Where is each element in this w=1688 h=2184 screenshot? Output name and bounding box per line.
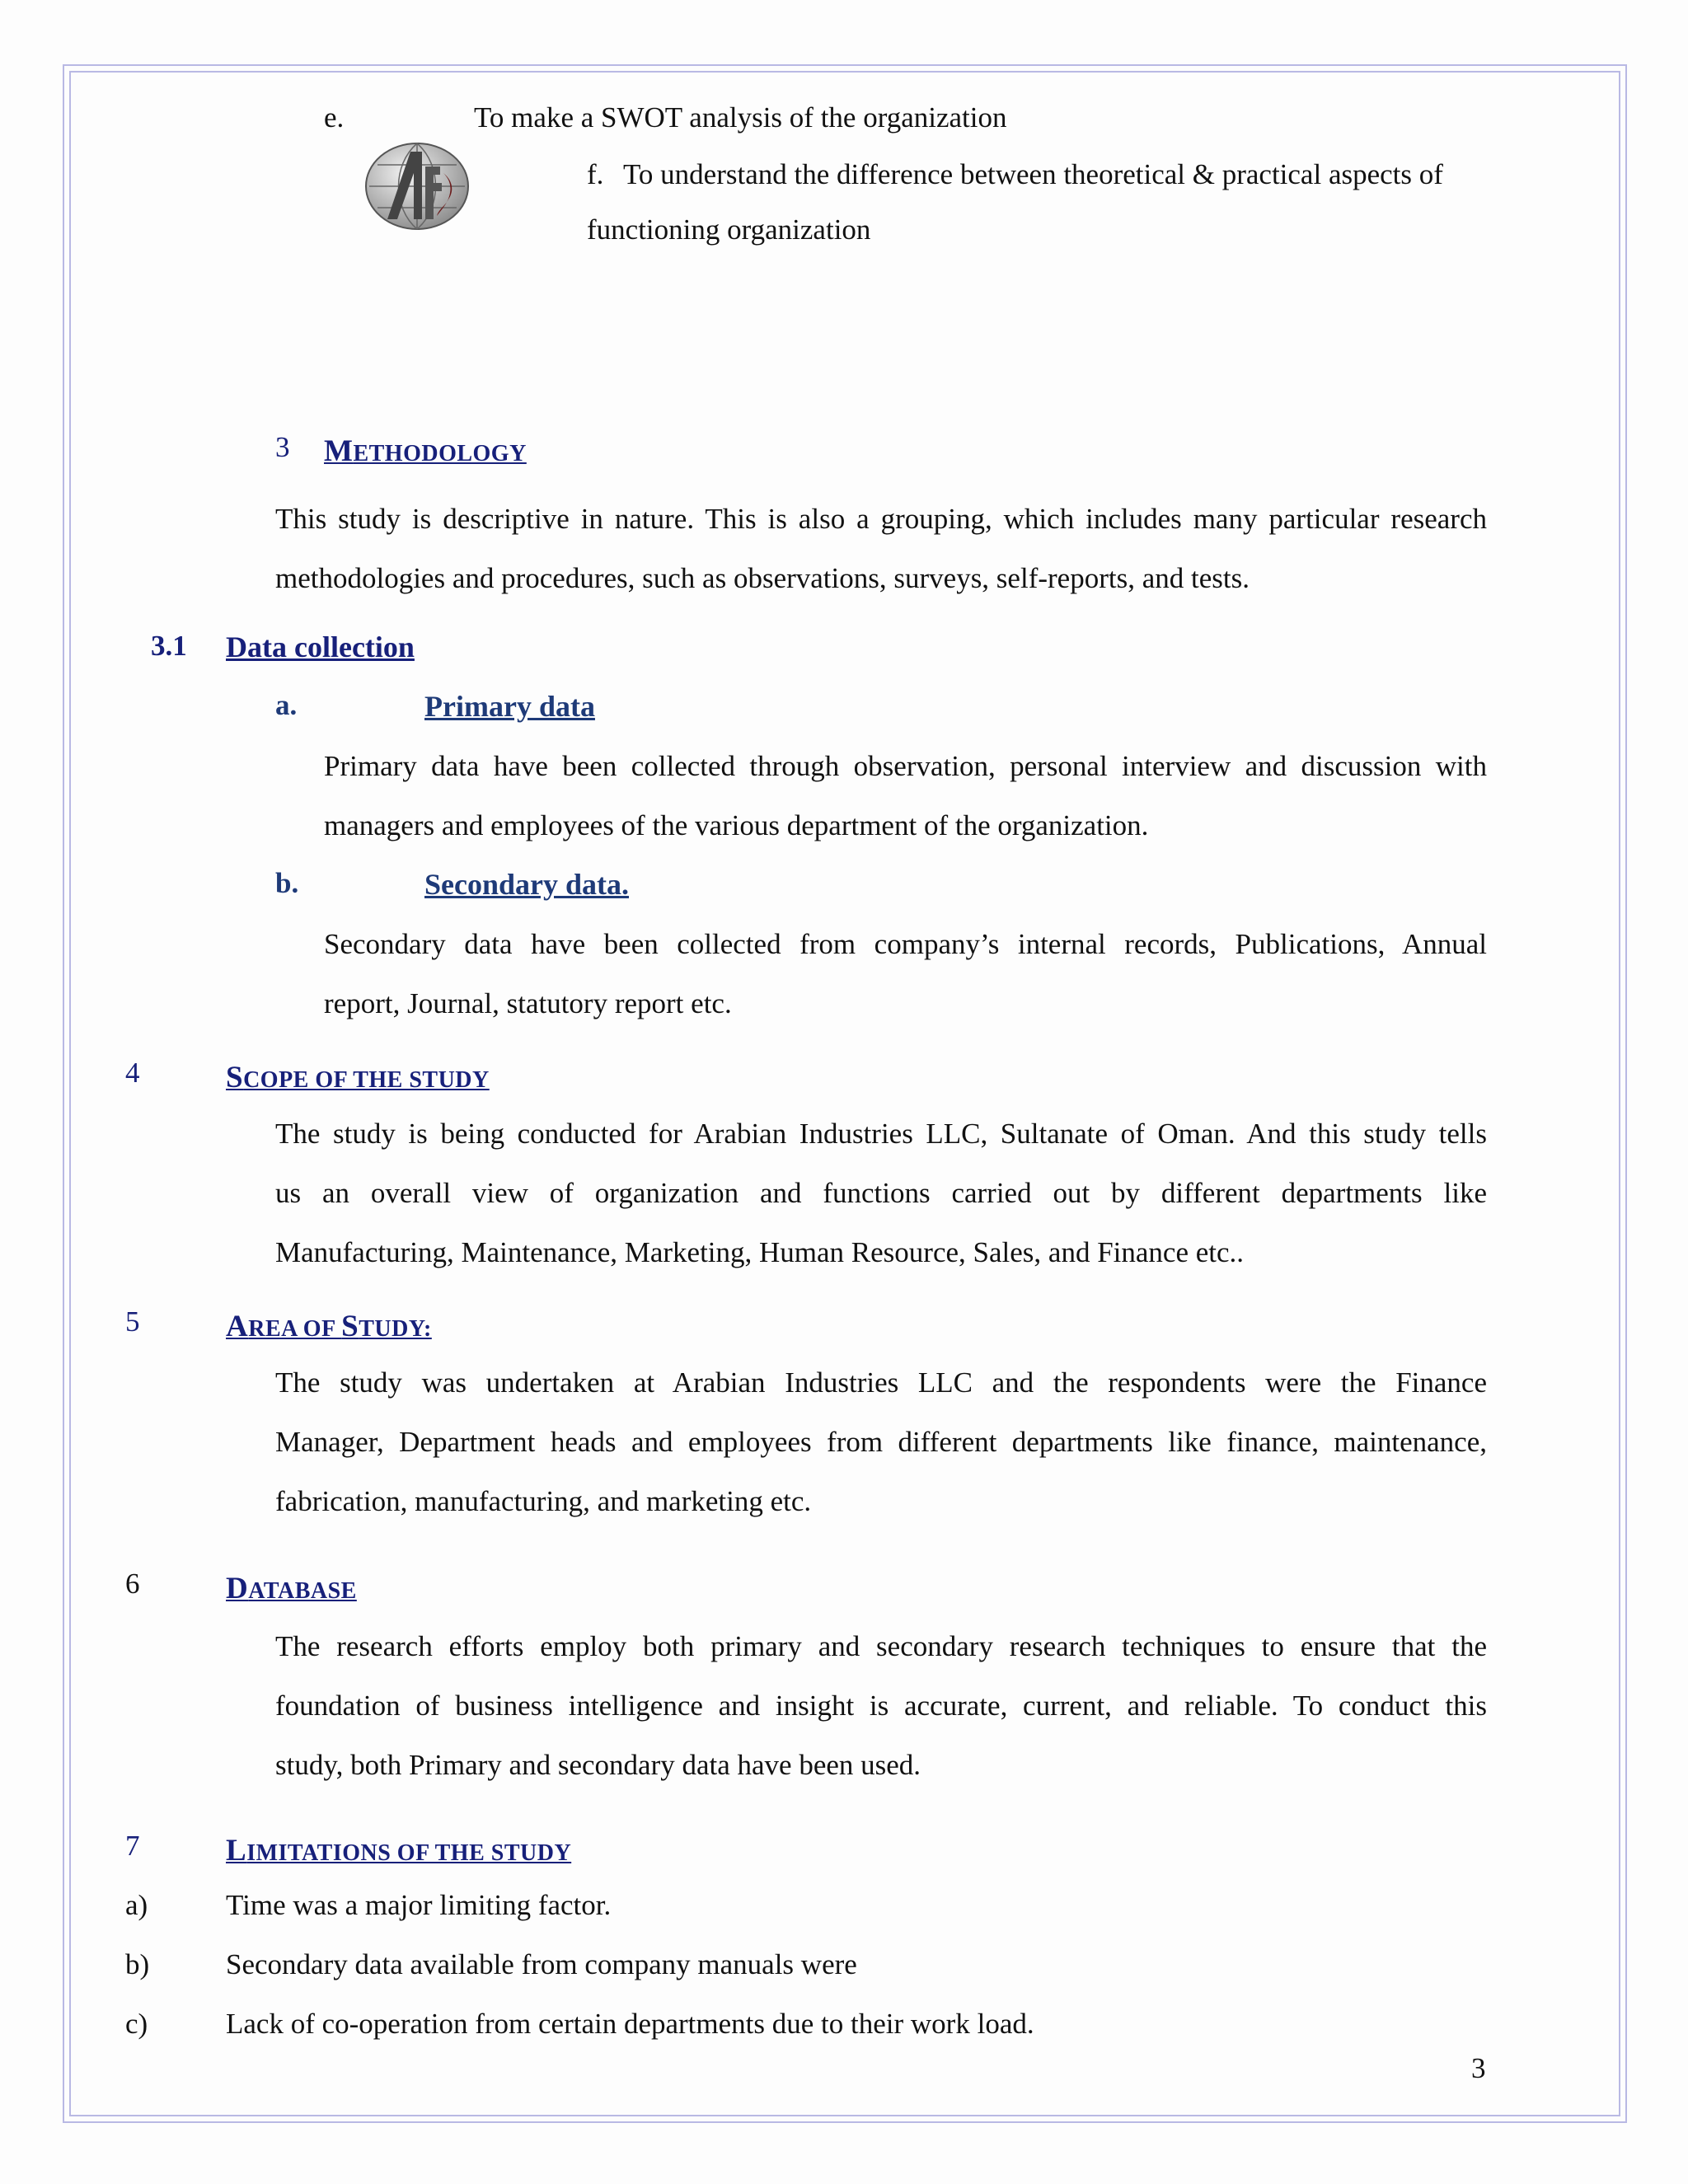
secondary-data-label: b. — [275, 867, 299, 899]
limitation-c-text: Lack of co-operation from certain departments due to their work load. — [226, 2008, 1034, 2040]
methodology-line-2: methodologies and procedures, such as observations, surveys, self-reports, and tests. — [275, 562, 1250, 594]
limitation-b-label: b) — [125, 1948, 150, 1980]
limitation-b-text: Secondary data available from company manuals were — [226, 1948, 857, 1980]
limitation-a-text: Time was a major limiting factor. — [226, 1889, 612, 1921]
objective-e-label: e. — [324, 101, 345, 134]
section-number-database: 6 — [125, 1568, 140, 1600]
area-line-3: fabrication, manufacturing, and marketing etc. — [275, 1485, 812, 1517]
heading-database: DATABASE — [226, 1572, 357, 1605]
primary-data-line-1: Primary data have been collected through observation, personal interview and discussion with — [324, 750, 1487, 782]
scope-line-1: The study is being conducted for Arabian Industries LLC, Sultanate of Oman. And this study tells — [275, 1118, 1487, 1150]
heading-primary-data: Primary data — [424, 690, 595, 723]
section-number-limitations: 7 — [125, 1830, 140, 1862]
heading-secondary-data: Secondary data. — [424, 868, 630, 901]
section-number-area: 5 — [125, 1305, 140, 1338]
heading-scope: SCOPE OF THE STUDY — [226, 1061, 490, 1094]
section-number-methodology: 3 — [275, 431, 290, 463]
heading-data-collection: Data collection — [226, 630, 415, 663]
primary-data-label: a. — [275, 689, 298, 721]
page-number: 3 — [1471, 2052, 1486, 2084]
objective-f-line2: functioning organization — [587, 213, 871, 246]
objective-f-line1: To understand the difference between theoretical & practical aspects of — [623, 158, 1443, 190]
secondary-data-line-2: report, Journal, statutory report etc. — [324, 987, 732, 1019]
secondary-data-line-1: Secondary data have been collected from company’s internal records, Publications, Annual — [324, 928, 1487, 960]
database-line-1: The research efforts employ both primary and secondary research techniques to ensure that the — [275, 1630, 1487, 1662]
heading-area: AREA OF STUDY: — [226, 1310, 432, 1343]
limitation-a-label: a) — [125, 1889, 148, 1921]
section-number-data-collection: 3.1 — [151, 630, 187, 662]
area-line-1: The study was undertaken at Arabian Industries LLC and the respondents were the Finance — [275, 1366, 1487, 1399]
area-line-2: Manager, Department heads and employees from different departments like finance, maintenance, — [275, 1426, 1487, 1458]
limitation-c-label: c) — [125, 2008, 148, 2040]
objective-f-label: f. — [587, 158, 604, 190]
heading-methodology: METHODOLOGY — [324, 434, 527, 468]
scope-line-3: Manufacturing, Maintenance, Marketing, Human Resource, Sales, and Finance etc.. — [275, 1236, 1245, 1268]
database-line-3: study, both Primary and secondary data have been used. — [275, 1749, 921, 1781]
objective-e-text: To make a SWOT analysis of the organization — [474, 101, 1007, 134]
scope-line-2: us an overall view of organization and functions carried out by different departments like — [275, 1177, 1487, 1209]
section-number-scope: 4 — [125, 1057, 140, 1089]
methodology-line-1: This study is descriptive in nature. This is also a grouping, which includes many particular research — [275, 503, 1487, 535]
company-logo-icon — [363, 140, 471, 232]
database-line-2: foundation of business intelligence and insight is accurate, current, and reliable. To conduct this — [275, 1690, 1487, 1722]
primary-data-line-2: managers and employees of the various department of the organization. — [324, 809, 1149, 841]
heading-limitations: LIMITATIONS OF THE STUDY — [226, 1834, 572, 1868]
